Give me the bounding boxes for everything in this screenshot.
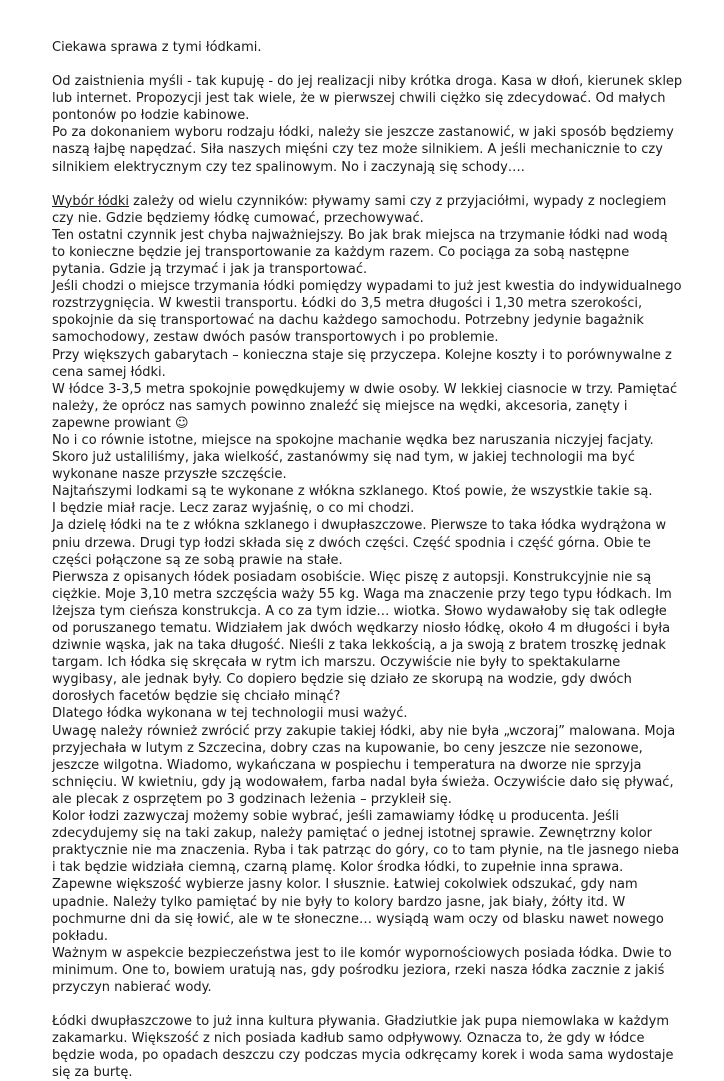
- body-paragraph: Zapewne większość wybierze jasny kolor. I słusznie. Łatwiej cokolwiek odszukać, gdy nam upadnie. Należy tylko pamiętać by nie były to kolory bardzo jasne, jak biały, żółty itd. W pochmurne dni da się łowić, ale w te słoneczne… wysiądą wam oczy od blasku nawet nowego pokładu.: [52, 877, 664, 944]
- document-title: Ciekawa sprawa z tymi łódkami.: [52, 40, 262, 55]
- lead-rest-text: zależy od wielu czynników: pływamy sami czy z przyjaciółmi, wypady z noclegiem czy nie. Gdzie będziemy łódkę cumować, przechowywać.: [52, 193, 667, 226]
- body-paragraph: Przy większych gabarytach – konieczna staje się przyczepa. Kolejne koszty i to porównywalne z cena samej łódki.: [52, 347, 672, 380]
- lead-paragraph: [52, 193, 684, 227]
- intro-paragraph: Od zaistnienia myśli - tak kupuję - do jej realizacji niby krótka droga. Kasa w dłoń, kierunek sklep lub internet. Propozycji jest tak wiele, że w pierwszej chwili ciężko się zdecydować. Od małych pontonów po łodzie kabinowe.: [52, 74, 683, 124]
- body-paragraph: Uwagę należy również zwrócić przy zakupie takiej łódki, aby nie była „wczoraj” malowana. Moja przyjechała w lutym z Szczecina, dobry czas na kupowanie, bo ceny jeszcze nie sezonowe, jeszcze wilgotna. Wiadomo, wykańczana w pospiechu i temperatura na dworze nie sprzyja schnięciu. W kwietniu, gdy ją wodowałem, farba nadal była świeża. Oczywiście dało się pływać, ale plecak z osprzętem po 3 godzinach leżenia – przykleił się.: [52, 723, 676, 807]
- body-paragraph: Ja dzielę łódki na te z włókna szklanego i dwupłaszczowe. Pierwsze to taka łódka wydrążona w pniu drzewa. Drugi typ łodzi składa się z dwóch części. Część spodnia i część górna. Obie te części połączone są ze sobą prawie na stałe.: [52, 518, 667, 568]
- body-paragraph: Jeśli chodzi o miejsce trzymania łódki pomiędzy wypadami to już jest kwestia do indywidualnego rozstrzygnięcia. W kwestii transportu. Łódki do 3,5 metra długości i 1,30 metra szerokości, spokojnie da się transportować na dachu każdego samochodu. Potrzebny jedynie bagażnik samochodowy, zestaw dwóch pasów transportowych i po problemie.: [52, 279, 682, 346]
- body-paragraph: No i co równie istotne, miejsce na spokojne machanie wędka bez naruszania niczyjej facjaty.: [52, 432, 654, 448]
- body-paragraph: Kolor łodzi zazwyczaj możemy sobie wybrać, jeśli zamawiamy łódkę u producenta. Jeśli zdecydujemy się na taki zakup, należy pamiętać o jednej istotnej sprawie. Zewnętrzny kolor praktycznie nie ma znaczenia. Ryba i tak patrząc do góry, co to tam płynie, na tle jasnego nieba i tak będzie widziała ciemną, czarną plamę. Kolor środka łódki, to zupełnie inna sprawa.: [52, 809, 680, 876]
- body-paragraph: Ten ostatni czynnik jest chyba najważniejszy. Bo jak brak miejsca na trzymanie łódki nad wodą to konieczne będzie jej transportowanie za każdym razem. Co pociąga za sobą następne pytania. Gdzie ją trzymać i jak ja transportować.: [52, 227, 668, 278]
- body-paragraph: Dlatego łódka wykonana w tej technologii musi ważyć.: [52, 706, 408, 722]
- paragraph-gap: [52, 176, 684, 193]
- body-paragraph: Pierwsza z opisanych łódek posiadam osobiście. Więc piszę z autopsji. Konstrukcyjnie nie są ciężkie. Moje 3,10 metra szczęścia waży 55 kg. Waga ma znaczenie przy tego typu łódkach. Im lżejsza tym cieńsza konstrukcja. A co za tym idzie… wiotka. Słowo wydawałoby się tak odległe od poruszanego tematu. Widziałem jak dwóch wędkarzy niosło łódkę, około 4 m długości i była dziwnie wąska, jak na taka długość. Nieśli z taka lekkością, a ja swoją z bratem troszkę jednak targam. Ich łódka się skręcała w rytm ich marszu. Oczywiście nie były to spektakularne wygibasy, ale jednak były. Co dopiero będzie się działo ze skorupą na wodzie, gdy dwóch dorosłych facetów będzie się chciało minąć?: [52, 569, 672, 705]
- intro-paragraph: Po za dokonaniem wyboru rodzaju łódki, należy sie jeszcze zastanowić, w jaki sposób będziemy naszą łajbę napędzać. Siła naszych mięśni czy tez może silnikiem. A jeśli mechanicznie to czy silnikiem elektrycznym czy tez spalinowym. No i zaczynają się schody….: [52, 125, 674, 175]
- intro-section: [52, 73, 684, 176]
- body-paragraph: W łódce 3-3,5 metra spokojnie powędkujemy w dwie osoby. W lekkiej ciasnocie w trzy. Pamiętać należy, że oprócz nas samych powinno znaleźć się miejsce na wędki, akcesoria, zanęty i zapewne prowiant ☺: [52, 381, 678, 431]
- body-paragraph: I będzie miał racje. Lecz zaraz wyjaśnię, o co mi chodzi.: [52, 501, 415, 517]
- body-paragraph: Ważnym w aspekcie bezpieczeństwa jest to ile komór wypornościowych posiada łódka. Dwie to minimum. One to, bowiem uratują nas, gdy pośrodku jeziora, rzeki nasza łódka zacznie z jakiś przyczyn nabierać wody.: [52, 945, 672, 995]
- body-paragraph: Skoro już ustaliliśmy, jaka wielkość, zastanówmy się nad tym, w jakiej technologii ma być wykonane nasze przyszłe szczęście.: [52, 450, 635, 483]
- main-section: [52, 193, 684, 996]
- paragraph-gap: [52, 996, 684, 1013]
- body-paragraph: Najtańszymi lodkami są te wykonane z włókna szklanego. Ktoś powie, że wszystkie takie są.: [52, 484, 653, 500]
- closing-paragraph: Łódki dwupłaszczowe to już inna kultura pływania. Gładziutkie jak pupa niemowlaka w każdym zakamarku. Większość z nich posiada kadłub samo odpływowy. Oznacza to, że gdy w łódce będzie woda, po opadach deszczu czy podczas mycia odkręcamy korek i woda sama wydostaje się za burtę.: [52, 1014, 674, 1081]
- lead-underlined-phrase: Wybór łódki: [52, 193, 130, 209]
